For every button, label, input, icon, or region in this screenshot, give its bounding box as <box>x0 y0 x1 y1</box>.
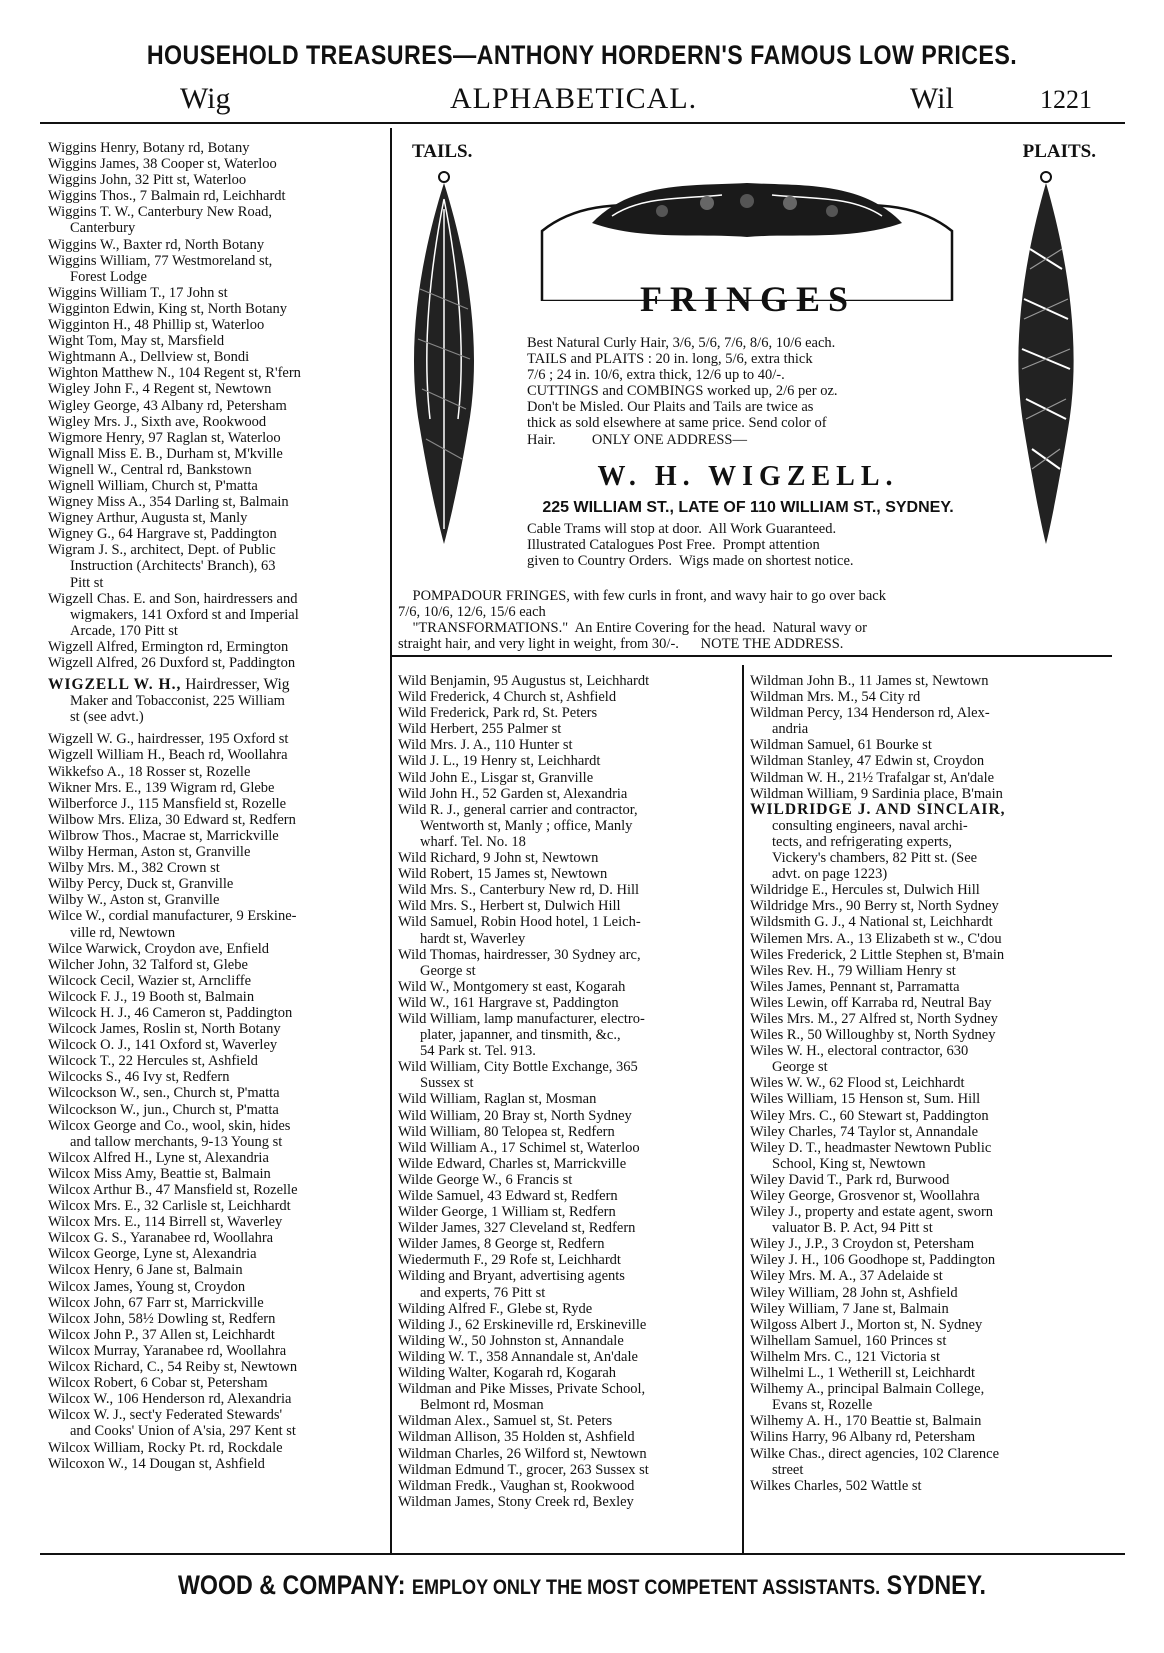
directory-entry: Wilcox G. S., Yaranabee rd, Woollahra <box>48 1230 274 1247</box>
entry-continuation: School, King st, Newtown <box>772 1155 926 1172</box>
directory-entry: Wiggins John, 32 Pitt st, Waterloo <box>48 172 247 189</box>
ad-pompadour-text <box>398 588 1098 652</box>
entry-continuation: st (see advt.) <box>70 709 144 726</box>
directory-entry: Wiles Lewin, off Karraba rd, Neutral Bay <box>750 994 992 1011</box>
directory-column-3 <box>750 673 1100 1494</box>
ad-line: TAILS and PLAITS : 20 in. long, 5/6, extra thick <box>527 351 813 368</box>
entry-continuation: plater, japanner, and tinsmith, &c., <box>420 1027 621 1044</box>
entry-continuation: ville rd, Newtown <box>70 924 176 941</box>
directory-entry: Wild Frederick, 4 Church st, Ashfield <box>398 689 617 706</box>
directory-entry: Wild John H., 52 Garden st, Alexandria <box>398 785 628 802</box>
directory-entry: Wild William, Raglan st, Mosman <box>398 1091 597 1108</box>
ad-body-text <box>527 335 977 448</box>
directory-entry: Wigzell W. G., hairdresser, 195 Oxford st <box>48 731 289 748</box>
header-right-guide: Wil <box>910 82 954 115</box>
directory-entry: Wiley D. T., headmaster Newtown Public <box>750 1139 992 1156</box>
ad-tails-label: TAILS. <box>412 141 473 162</box>
footer-rule <box>40 1553 1125 1555</box>
directory-entry: Wigmore Henry, 97 Raglan st, Waterloo <box>48 429 281 446</box>
directory-entry: Wilcox George, Lyne st, Alexandria <box>48 1246 257 1263</box>
footer-banner <box>81 1570 1082 1601</box>
directory-entry: Wiley Mrs. C., 60 Stewart st, Paddington <box>750 1107 989 1124</box>
directory-entry: Wild Herbert, 255 Palmer st <box>398 721 562 738</box>
directory-entry: Wilcox George and Co., wool, skin, hides <box>48 1117 291 1134</box>
entry-continuation: Evans st, Rozelle <box>772 1397 873 1414</box>
directory-entry: Wiggins William, 77 Westmoreland st, <box>48 252 273 269</box>
ad-line: Illustrated Catalogues Post Free. Prompt attention <box>527 537 820 554</box>
directory-entry: Wilcock F. J., 19 Booth st, Balmain <box>48 988 255 1005</box>
directory-entry: Wiggins W., Baxter rd, North Botany <box>48 236 265 253</box>
directory-entry: Wild Richard, 9 John st, Newtown <box>398 850 599 867</box>
ad-line: Cable Trams will stop at door. All Work Guaranteed. <box>527 521 837 537</box>
directory-entry: Wilcox Mrs. E., 114 Birrell st, Waverley <box>48 1214 283 1231</box>
footer-city: SYDNEY. <box>886 1570 987 1600</box>
directory-entry: Wilde Samuel, 43 Edward st, Redfern <box>398 1188 618 1204</box>
directory-entry: Wignell W., Central rd, Bankstown <box>48 461 252 478</box>
directory-entry: Wiles W. H., electoral contractor, 630 <box>750 1043 969 1060</box>
directory-entry: Wilhelmi L., 1 Wetherill st, Leichhardt <box>750 1365 976 1382</box>
directory-entry: Wilder James, 327 Cleveland st, Redfern <box>398 1220 636 1237</box>
directory-entry: Wigzell William H., Beach rd, Woollahra <box>48 747 288 764</box>
entry-continuation: valuator B. P. Act, 94 Pitt st <box>772 1220 933 1237</box>
directory-entry: Wiles William, 15 Henson st, Sum. Hill <box>750 1091 981 1108</box>
directory-entry: Wiley William, 7 Jane st, Balmain <box>750 1300 949 1317</box>
directory-entry: Wigginton Edwin, King st, North Botany <box>48 300 288 317</box>
directory-entry: Wiles Frederick, 2 Little Stephen st, B'main <box>750 946 1005 963</box>
directory-entry: Wilcher John, 32 Talford st, Glebe <box>48 956 248 973</box>
directory-entry: Wilce Warwick, Croydon ave, Enfield <box>48 940 270 957</box>
directory-entry: Wiggins Henry, Botany rd, Botany <box>48 140 250 156</box>
ad-line: Best Natural Curly Hair, 3/6, 5/6, 7/6, 8/6, 10/6 each. <box>527 335 836 351</box>
directory-entry: Wilcox John P., 37 Allen st, Leichhardt <box>48 1326 275 1343</box>
directory-entry: Wigley George, 43 Albany rd, Petersham <box>48 397 287 414</box>
entry-continuation: and Cooks' Union of A'sia, 297 Kent st <box>70 1423 296 1440</box>
entry-continuation: andria <box>772 721 809 738</box>
directory-entry: Wignell William, Church st, P'matta <box>48 477 258 494</box>
column-rule-right <box>742 665 744 1553</box>
directory-entry: Wild Frederick, Park rd, St. Peters <box>398 705 598 722</box>
directory-entry: Wildman John B., 11 James st, Newtown <box>750 673 989 689</box>
directory-entry: Wilcox Robert, 6 Cobar st, Petersham <box>48 1375 268 1392</box>
directory-entry: Wildman Stanley, 47 Edwin st, Croydon <box>750 753 985 770</box>
entry-continuation: 54 Park st. Tel. 913. <box>420 1043 536 1060</box>
directory-entry: Wild W., Montgomery st east, Kogarah <box>398 978 626 995</box>
ad-business-name: W. H. WIGZELL. <box>597 461 899 492</box>
entry-continuation: consulting engineers, naval archi- <box>772 817 968 834</box>
directory-entry: Wilcox Miss Amy, Beattie st, Balmain <box>48 1165 271 1182</box>
directory-entry: Wilby Herman, Aston st, Granville <box>48 844 251 861</box>
directory-entry: Wild Benjamin, 95 Augustus st, Leichhardt <box>398 673 650 689</box>
directory-entry: Wigney G., 64 Hargrave st, Paddington <box>48 526 277 543</box>
directory-entry: Wildman W. H., 21½ Trafalgar st, An'dale <box>750 769 995 786</box>
page-header <box>40 82 1125 124</box>
directory-entry: Wilhelm Mrs. C., 121 Victoria st <box>750 1348 940 1365</box>
directory-entry: Wigzell Alfred, Ermington rd, Ermington <box>48 638 289 655</box>
directory-entry: Wilke Chas., direct agencies, 102 Clarence <box>750 1445 1000 1462</box>
directory-entry: Wild Samuel, Robin Hood hotel, 1 Leich- <box>398 914 641 931</box>
directory-entry: Wilde Edward, Charles st, Marrickville <box>398 1155 627 1172</box>
directory-entry: Wildman James, Stony Creek rd, Bexley <box>398 1493 634 1510</box>
directory-entry: Wilbrow Thos., Macrae st, Marrickville <box>48 827 279 844</box>
directory-entry: Wight Tom, May st, Marsfield <box>48 333 225 350</box>
directory-entry: Wildman Samuel, 61 Bourke st <box>750 737 932 754</box>
directory-entry: Wigginton H., 48 Phillip st, Waterloo <box>48 317 265 334</box>
directory-entry: Wilcox Murray, Yaranabee rd, Woollahra <box>48 1342 287 1359</box>
ad-line: CUTTINGS and COMBINGS worked up, 2/6 per oz. <box>527 383 838 400</box>
entry-continuation: and tallow merchants, 9-13 Young st <box>70 1133 283 1150</box>
directory-entry: Wildman William, 9 Sardinia place, B'main <box>750 785 1003 802</box>
directory-entry: Wiley William, 28 John st, Ashfield <box>750 1284 958 1301</box>
directory-entry: Wiles James, Pennant st, Parramatta <box>750 978 960 995</box>
entry-continuation: Belmont rd, Mosman <box>420 1397 544 1414</box>
directory-entry: Wildsmith G. J., 4 National st, Leichhardt <box>750 914 993 931</box>
directory-entry: Wiley George, Grosvenor st, Woollahra <box>750 1188 980 1204</box>
directory-entry: Wighton Matthew N., 104 Regent st, R'fern <box>48 365 301 382</box>
directory-entry: Wild J. L., 19 Henry st, Leichhardt <box>398 753 601 770</box>
footer-company: WOOD & COMPANY: <box>177 1570 406 1600</box>
directory-entry: Wilcox John, 67 Farr st, Marrickville <box>48 1294 264 1311</box>
directory-entry: Wilcockson W., sen., Church st, P'matta <box>48 1085 280 1102</box>
entry-continuation: Wentworth st, Manly ; office, Manly <box>420 817 633 834</box>
directory-entry: Wildman Fredk., Vaughan st, Rookwood <box>398 1477 635 1494</box>
directory-entry: Wiedermuth F., 29 Rofe st, Leichhardt <box>398 1252 621 1269</box>
directory-entry: Wigley Mrs. J., Sixth ave, Rookwood <box>48 413 267 430</box>
directory-entry: Wiggins T. W., Canterbury New Road, <box>48 204 273 221</box>
directory-entry: Wigney Miss A., 354 Darling st, Balmain <box>48 494 289 511</box>
directory-entry: Wiles Rev. H., 79 William Henry st <box>750 962 956 979</box>
ad-line: Don't be Misled. Our Plaits and Tails are twice as <box>527 399 814 416</box>
directory-entry: Wiley J. H., 106 Goodhope st, Paddington <box>750 1252 996 1269</box>
top-banner: HOUSEHOLD TREASURES—ANTHONY HORDERN'S FAMOUS LOW PRICES. <box>146 40 1018 70</box>
directory-entry: Wild Thomas, hairdresser, 30 Sydney arc, <box>398 946 641 963</box>
entry-continuation: hardt st, Waverley <box>420 930 526 947</box>
directory-entry: Wiley J., property and estate agent, sworn <box>750 1204 994 1221</box>
directory-entry: Wiley David T., Park rd, Burwood <box>750 1171 950 1188</box>
directory-entry: Wilcock O. J., 141 Oxford st, Waverley <box>48 1037 278 1054</box>
directory-entry: Wild Mrs. S., Canterbury New rd, D. Hill <box>398 882 640 899</box>
directory-entry: Wilhemy A., principal Balmain College, <box>750 1381 985 1398</box>
directory-entry: Wilemen Mrs. A., 13 Elizabeth st w., C'dou <box>750 930 1002 947</box>
entry-continuation: Vickery's chambers, 82 Pitt st. (See <box>772 850 978 867</box>
directory-entry: Wiles Mrs. M., 27 Alfred st, North Sydney <box>750 1010 998 1027</box>
directory-entry: Wilcox W. J., sect'y Federated Stewards' <box>48 1407 283 1424</box>
directory-entry: Wilhellam Samuel, 160 Princes st <box>750 1332 947 1349</box>
entry-continuation: Sussex st <box>420 1075 474 1092</box>
ad-line: 7/6 ; 24 in. 10/6, extra thick, 12/6 up to 40/-. <box>527 367 785 384</box>
directory-entry: Wiles W. W., 62 Flood st, Leichhardt <box>750 1075 965 1092</box>
directory-entry: Wild William A., 17 Schimel st, Waterloo <box>398 1139 640 1156</box>
directory-entry: Wilcox Richard, C., 54 Reiby st, Newtown <box>48 1359 298 1376</box>
directory-entry: Wild Robert, 15 James st, Newtown <box>398 866 608 883</box>
directory-entry: Wilcock James, Roslin st, North Botany <box>48 1021 281 1038</box>
directory-entry: Wilberforce J., 115 Mansfield st, Rozelle <box>48 795 287 812</box>
entry-continuation: Arcade, 170 Pitt st <box>70 622 178 639</box>
directory-entry: Wilins Harry, 96 Albany rd, Petersham <box>750 1429 976 1446</box>
directory-entry: Wiggins James, 38 Cooper st, Waterloo <box>48 156 277 173</box>
entry-continuation: George st <box>420 962 476 979</box>
directory-entry: Wigram J. S., architect, Dept. of Public <box>48 542 276 559</box>
directory-entry: Wilcocks S., 46 Ivy st, Redfern <box>48 1069 230 1086</box>
directory-entry: Wilcox James, Young st, Croydon <box>48 1278 246 1295</box>
ad-fringes-title: FRINGES <box>639 279 857 319</box>
directory-entry: Wild William, 80 Telopea st, Redfern <box>398 1123 615 1140</box>
directory-entry: Wilcox John, 58½ Dowling st, Redfern <box>48 1310 276 1327</box>
directory-entry: Wilding and Bryant, advertising agents <box>398 1268 625 1285</box>
directory-entry: Wild Mrs. S., Herbert st, Dulwich Hill <box>398 898 621 915</box>
directory-entry: Wilder George, 1 William st, Redfern <box>398 1204 616 1221</box>
directory-entry: Wiggins Thos., 7 Balmain rd, Leichhardt <box>48 188 286 205</box>
directory-entry: Wiggins William T., 17 John st <box>48 284 228 301</box>
directory-entry: Wilcoxon W., 14 Dougan st, Ashfield <box>48 1455 265 1472</box>
entry-continuation: wigmakers, 141 Oxford st and Imperial <box>70 606 299 623</box>
entry-continuation: wharf. Tel. No. 18 <box>420 833 526 850</box>
entry-continuation: Canterbury <box>70 220 136 237</box>
directory-entry: Wild R. J., general carrier and contractor, <box>398 801 638 818</box>
entry-continuation: tects, and refrigerating experts, <box>772 833 952 850</box>
ad-address: 225 WILLIAM ST., LATE OF 110 WILLIAM ST., SYDNEY. <box>542 499 954 516</box>
directory-entry: Wilding W., 50 Johnston st, Annandale <box>398 1332 624 1349</box>
directory-column-2 <box>398 673 733 1510</box>
directory-entry: Wildman Percy, 134 Henderson rd, Alex- <box>750 705 990 722</box>
directory-entry: Wilcox W., 106 Henderson rd, Alexandria <box>48 1391 292 1408</box>
directory-entry: Wilcox Mrs. E., 32 Carlisle st, Leichhardt <box>48 1198 291 1215</box>
wigzell-advertisement <box>392 133 1104 653</box>
header-left-guide: Wig <box>180 82 231 115</box>
ad-plaits-label: PLAITS. <box>1022 141 1096 162</box>
ad-line: POMPADOUR FRINGES, with few curls in front, and wavy hair to go over back <box>398 588 886 604</box>
ad-line: given to Country Orders. Wigs made on shortest notice. <box>527 553 854 570</box>
directory-entry: Wildman Edmund T., grocer, 263 Sussex st <box>398 1461 649 1478</box>
directory-entry: Wildman Mrs. M., 54 City rd <box>750 689 921 706</box>
ad-line: 7/6, 10/6, 12/6, 15/6 each <box>398 604 546 621</box>
entry-continuation: Maker and Tobacconist, 225 William <box>70 693 285 710</box>
directory-entry: Wilcock H. J., 46 Cameron st, Paddington <box>48 1004 293 1021</box>
directory-entry: Wild W., 161 Hargrave st, Paddington <box>398 994 619 1011</box>
directory-entry: Wild John E., Lisgar st, Granville <box>398 769 594 786</box>
directory-entry: Wilcockson W., jun., Church st, P'matta <box>48 1101 279 1118</box>
directory-entry: Wilding W. T., 358 Annandale st, An'dale <box>398 1348 638 1365</box>
header-title: ALPHABETICAL. <box>450 82 698 115</box>
advert-rule-bottom <box>392 655 1112 657</box>
directory-entry: Wilcock T., 22 Hercules st, Ashfield <box>48 1053 258 1070</box>
entry-feature: WIGZELL W. H., Hairdresser, Wig <box>48 677 290 694</box>
directory-entry: Wilcox Arthur B., 47 Mansfield st, Rozelle <box>48 1182 298 1198</box>
directory-entry: Wilcox Henry, 6 Jane st, Balmain <box>48 1262 243 1279</box>
directory-entry: Wilde George W., 6 Francis st <box>398 1171 573 1188</box>
entry-continuation: and experts, 76 Pitt st <box>420 1284 546 1301</box>
directory-entry: Wightmann A., Dellview st, Bondi <box>48 349 250 366</box>
directory-entry: Wilding Walter, Kogarah rd, Kogarah <box>398 1365 617 1382</box>
directory-entry: Wilding Alfred F., Glebe st, Ryde <box>398 1300 593 1317</box>
directory-entry: Wildman Allison, 35 Holden st, Ashfield <box>398 1429 635 1446</box>
directory-entry: Wilding J., 62 Erskineville rd, Erskineville <box>398 1316 647 1333</box>
directory-entry: Wignall Miss E. B., Durham st, M'kville <box>48 445 283 462</box>
directory-entry: Wildman Alex., Samuel st, St. Peters <box>398 1413 613 1430</box>
directory-entry: Wildman Charles, 26 Wilford st, Newtown <box>398 1445 647 1462</box>
ad-line: straight hair, and very light in weight, from 30/-. NOTE THE ADDRESS. <box>398 636 844 653</box>
directory-entry: Wilkes Charles, 502 Wattle st <box>750 1477 922 1494</box>
entry-continuation: street <box>772 1461 804 1478</box>
directory-entry: Wilgoss Albert J., Morton st, N. Sydney <box>750 1316 983 1333</box>
entry-feature: WILDRIDGE J. AND SINCLAIR, <box>750 801 1006 818</box>
directory-entry: Wilhemy A. H., 170 Beattie st, Balmain <box>750 1413 982 1430</box>
directory-entry: Wild William, City Bottle Exchange, 365 <box>398 1059 638 1076</box>
directory-entry: Wilcock Cecil, Wazier st, Arncliffe <box>48 972 252 989</box>
entry-continuation: George st <box>772 1059 828 1076</box>
entry-continuation: Pitt st <box>70 574 104 591</box>
directory-entry: Wilby Percy, Duck st, Granville <box>48 876 234 893</box>
entry-continuation: Instruction (Architects' Branch), 63 <box>70 558 276 575</box>
directory-entry: Wildman and Pike Misses, Private School, <box>398 1381 646 1398</box>
ad-line: "TRANSFORMATIONS." An Entire Covering for the head. Natural wavy or <box>398 620 867 637</box>
directory-entry: Wikner Mrs. E., 139 Wigram rd, Glebe <box>48 779 275 796</box>
page-number: 1221 <box>1040 85 1092 114</box>
directory-entry: Wild William, 20 Bray st, North Sydney <box>398 1107 632 1124</box>
directory-entry: Wildridge Mrs., 90 Berry st, North Sydney <box>750 898 999 915</box>
footer-slogan: EMPLOY ONLY THE MOST COMPETENT ASSISTANTS. <box>411 1576 881 1599</box>
directory-entry: Wilce W., cordial manufacturer, 9 Erskine- <box>48 908 297 925</box>
directory-entry: Wiley Charles, 74 Taylor st, Annandale <box>750 1123 979 1140</box>
directory-entry: Wilby W., Aston st, Granville <box>48 892 220 909</box>
directory-entry: Wildridge E., Hercules st, Dulwich Hill <box>750 882 980 899</box>
directory-entry: Wild Mrs. J. A., 110 Hunter st <box>398 737 573 754</box>
directory-entry: Wigzell Alfred, 26 Duxford st, Paddington <box>48 655 296 671</box>
ad-body-text-2 <box>527 521 977 569</box>
directory-entry: Wigley John F., 4 Regent st, Newtown <box>48 381 272 398</box>
directory-entry: Wild William, lamp manufacturer, electro- <box>398 1010 645 1027</box>
directory-entry: Wilder James, 8 George st, Redfern <box>398 1236 605 1253</box>
directory-column-1 <box>48 140 388 1472</box>
directory-entry: Wigney Arthur, Augusta st, Manly <box>48 510 248 527</box>
ad-line: thick as sold elsewhere at same price. Send color of <box>527 415 827 432</box>
directory-entry: Wigzell Chas. E. and Son, hairdressers and <box>48 590 298 607</box>
directory-entry: Wilby Mrs. M., 382 Crown st <box>48 860 220 877</box>
entry-continuation: Forest Lodge <box>70 268 147 285</box>
directory-entry: Wiles R., 50 Willoughby st, North Sydney <box>750 1027 996 1044</box>
ad-line: Hair. ONLY ONE ADDRESS— <box>527 431 747 448</box>
directory-entry: Wiley J., J.P., 3 Croydon st, Petersham <box>750 1236 975 1253</box>
directory-entry: Wilcox William, Rocky Pt. rd, Rockdale <box>48 1439 283 1456</box>
directory-entry: Wilbow Mrs. Eliza, 30 Edward st, Redfern <box>48 811 296 828</box>
directory-entry: Wiley Mrs. M. A., 37 Adelaide st <box>750 1268 943 1285</box>
entry-continuation: advt. on page 1223) <box>772 866 888 883</box>
directory-entry: Wikkefso A., 18 Rosser st, Rozelle <box>48 763 251 780</box>
directory-entry: Wilcox Alfred H., Lyne st, Alexandria <box>48 1149 269 1166</box>
